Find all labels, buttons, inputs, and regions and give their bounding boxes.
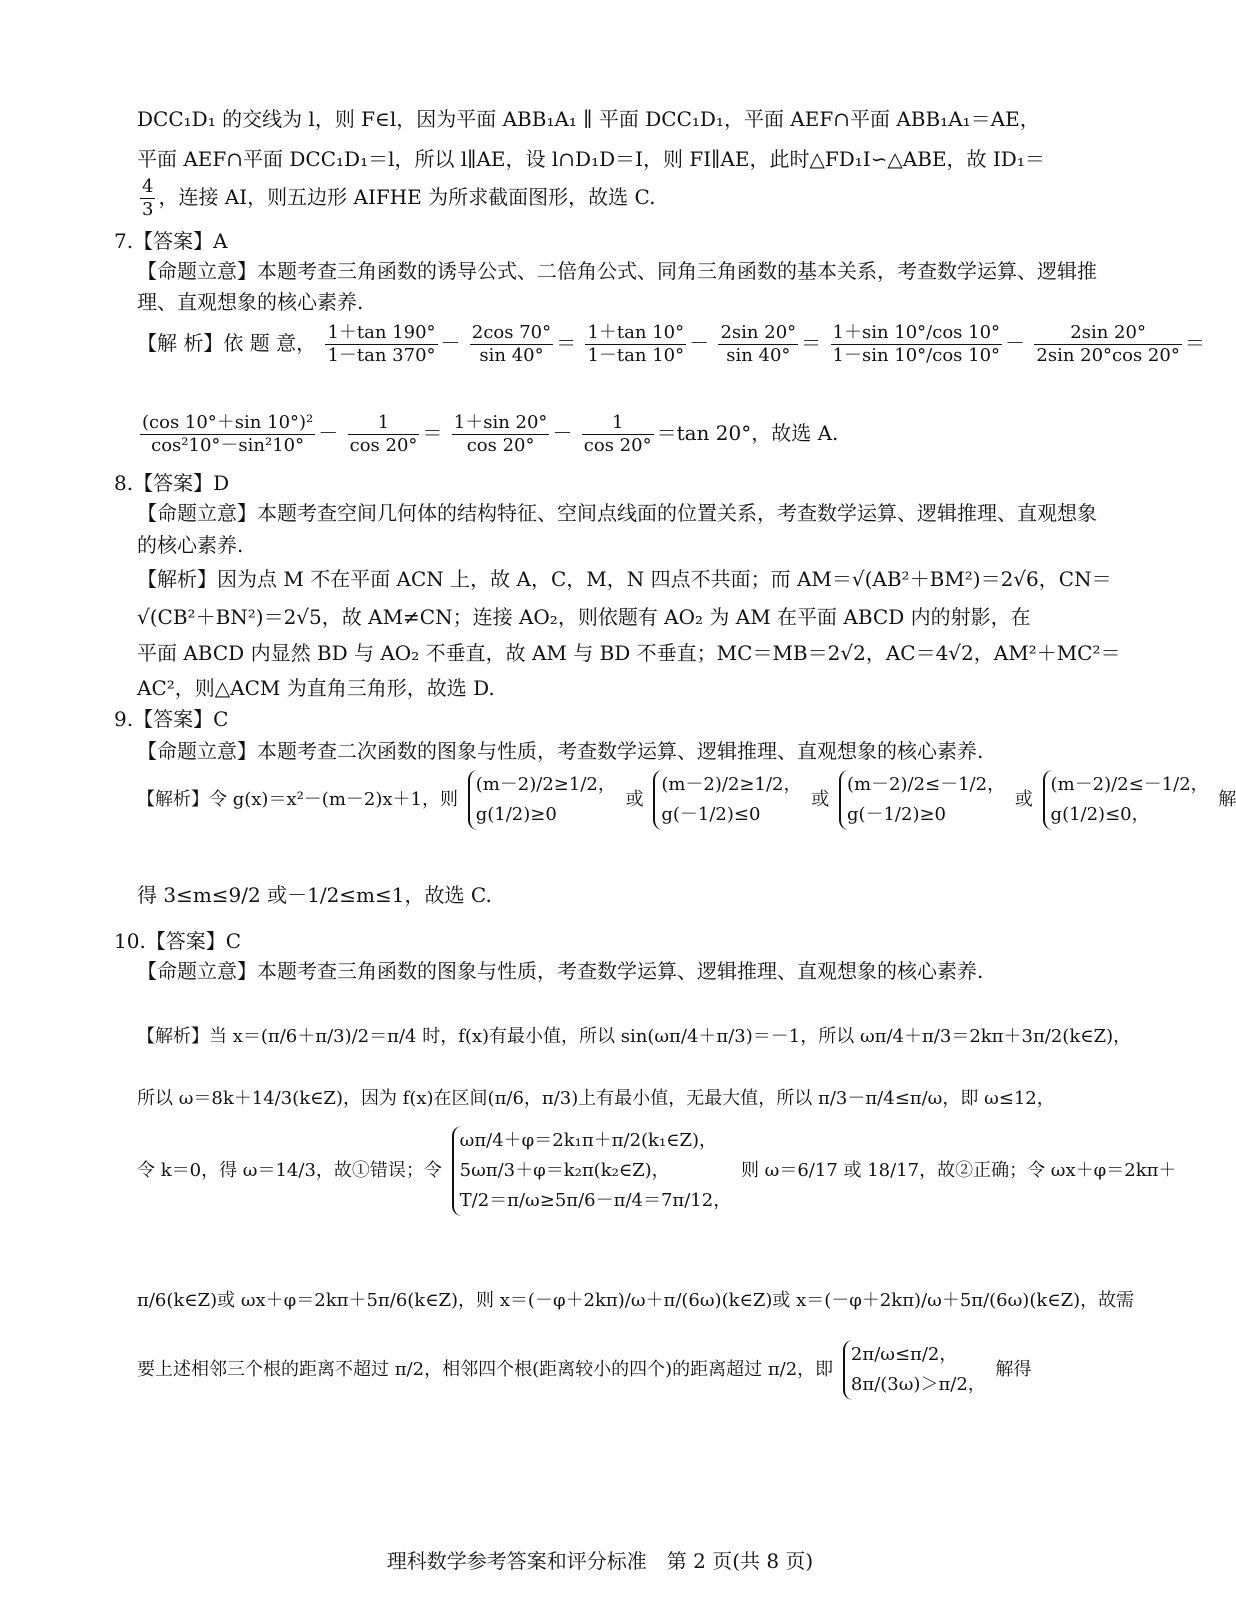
text-line: 【命题立意】本题考查二次函数的图象与性质，考查数学运算、逻辑推理、直观想象的核心素养. bbox=[137, 739, 984, 763]
fraction: $\frac{1}{\cos 20^\circ}$ bbox=[583, 412, 652, 456]
text-line: 【解析】因为点 M 不在平面 ACN 上，故 A，C，M，N 四点不共面；而 AM＝√(AB²＋BM²)＝2√6，CN＝ bbox=[137, 567, 1112, 591]
equation-line bbox=[137, 1340, 1065, 1400]
text-line: 【命题立意】本题考查三角函数的诱导公式、二倍角公式、同角三角函数的基本关系，考查数学运算、逻辑推 bbox=[137, 259, 1097, 283]
fraction: $\frac{1+\tan 190^\circ}{1-\tan 370^\circ}$ bbox=[327, 322, 436, 366]
text-line: AC²，则△ACM 为直角三角形，故选 D. bbox=[137, 676, 495, 700]
text-line: √(CB²＋BN²)＝2√5，故 AM≠CN；连接 AO₂，则依题有 AO₂ 为 AM 在平面 ABCD 内的射影，在 bbox=[137, 605, 1031, 629]
text-line: DCC₁D₁ 的交线为 l，则 F∈l，因为平面 ABB₁A₁ ∥ 平面 DCC₁D₁，平面 AEF∩平面 ABB₁A₁＝AE， bbox=[137, 107, 1040, 131]
case-system: (m－2)/2≤－1/2， g(－1/2)≥0 bbox=[839, 770, 1005, 830]
case-system: (m－2)/2≥1/2， g(1/2)≥0 bbox=[468, 770, 616, 830]
text-line: 理、直观想象的核心素养. bbox=[137, 290, 364, 314]
text-fragment: ，连接 AI，则五边形 AIFHE 为所求截面图形，故选 C. bbox=[158, 185, 656, 209]
text-line: 【命题立意】本题考查三角函数的图象与性质，考查数学运算、逻辑推理、直观想象的核心素养. bbox=[137, 959, 984, 983]
fraction: $\frac{1+\sin 10^\circ/\cos 10^\circ}{1-\sin 10^\circ/\cos 10^\circ}$ bbox=[832, 322, 1001, 366]
text-fragment: 解得 bbox=[995, 1359, 1032, 1380]
text-line: 得 3≤m≤9/2 或－1/2≤m≤1，故选 C. bbox=[137, 883, 492, 907]
text-line: π/6(k∈Z)或 ωx＋φ＝2kπ＋5π/6(k∈Z)，则 x＝(－φ＋2kπ)/ω＋π/(6ω)(k∈Z)或 x＝(－φ＋2kπ)/ω＋5π/(6ω)(k∈Z)，故需 bbox=[137, 1290, 1135, 1311]
text-line bbox=[137, 176, 1065, 221]
text-fragment: 要上述相邻三个根的距离不超过 π/2，相邻四个根(距离较小的四个)的距离超过 π/2，即 bbox=[137, 1359, 834, 1380]
equation-line bbox=[137, 1126, 1177, 1216]
fraction: $\frac{1+\sin 20^\circ}{\cos 20^\circ}$ bbox=[453, 412, 548, 456]
text-fragment: 或 bbox=[1014, 789, 1033, 810]
text-fragment: 或 bbox=[625, 789, 644, 810]
fraction: $\frac{2\sin 20^\circ}{2\sin 20^\circ\cos 20^\circ}$ bbox=[1036, 322, 1180, 366]
text-fragment: ＝tan 20°，故选 A. bbox=[656, 421, 839, 445]
case-system: 2π/ω≤π/2， 8π/(3ω)＞π/2， bbox=[843, 1340, 986, 1400]
answer-heading: 7.【答案】A bbox=[114, 229, 228, 253]
answer-heading: 9.【答案】C bbox=[114, 707, 229, 731]
fraction: $\frac{\text{(cos 10°＋sin 10°)²}}{\text{cos²10°－sin²10°}}$ bbox=[142, 412, 314, 456]
text-line: 平面 AEF∩平面 DCC₁D₁＝l，所以 l∥AE，设 l∩D₁D＝I，则 FI∥AE，此时△FD₁I∽△ABE，故 ID₁＝ bbox=[137, 147, 1045, 171]
text-line: 【命题立意】本题考查空间几何体的结构特征、空间点线面的位置关系，考查数学运算、逻辑推理、直观想象 bbox=[137, 501, 1097, 525]
text-fragment: 或 bbox=[811, 789, 830, 810]
page-footer: 理科数学参考答案和评分标准 第 2 页(共 8 页) bbox=[386, 1549, 814, 1573]
case-system: ωπ/4＋φ＝2k₁π＋π/2(k₁∈Z)， 5ωπ/3＋φ＝k₂π(k₂∈Z)， T/2＝π/ω≥5π/6－π/4＝7π/12， bbox=[452, 1126, 732, 1216]
fraction: $\frac{1+\tan 10^\circ}{1-\tan 10^\circ}$ bbox=[587, 322, 685, 366]
text-fragment: 解 bbox=[1218, 789, 1236, 810]
text-fragment: 【解析】令 g(x)＝x²－(m－2)x＋1，则 bbox=[137, 789, 458, 810]
equation-line: $\frac{\text{(cos 10°＋sin 10°)²}}{\text{cos²10°－sin²10°}}$ － $\frac{1}{\cos 20^\circ}$ ＝ $\frac{1+\sin 20^\circ}{\cos 20^\circ}$ － $\frac{1}{\cos 20^\circ}$ ＝tan 20°，故选 A. bbox=[142, 412, 839, 456]
text-line: 的核心素养. bbox=[137, 533, 244, 557]
text-line: 平面 ABCD 内显然 BD 与 AO₂ 不垂直，故 AM 与 BD 不垂直；MC＝MB＝2√2，AC＝4√2，AM²＋MC²＝ bbox=[137, 641, 1121, 665]
text-fragment: 【解 析】依 题 意， bbox=[137, 331, 317, 355]
fraction: $\frac{1}{\cos 20^\circ}$ bbox=[349, 412, 418, 456]
equation-line: 【解 析】依 题 意， $\frac{1+\tan 190^\circ}{1-\tan 370^\circ}$ － $\frac{2\cos 70^\circ}{\sin 40^\circ}$ ＝ $\frac{1+\tan 10^\circ}{1-\tan 10^\circ}$ － $\frac{2\sin 20^\circ}{\sin 40^\circ}$ ＝ $\frac{1+\sin 10^\circ/\cos 10^\circ}{1-\sin 10^\circ/\cos 10^\circ}$ － $\frac{2\sin 20^\circ}{2\sin 20^\circ\cos 20^\circ}$ ＝ bbox=[137, 322, 1205, 366]
case-system: (m－2)/2≤－1/2， g(1/2)≤0， bbox=[1043, 770, 1209, 830]
fraction: $\frac{2\sin 20^\circ}{\sin 40^\circ}$ bbox=[720, 322, 797, 366]
text-line: 所以 ω＝8k＋14/3(k∈Z)，因为 f(x)在区间(π/6，π/3)上有最小值，无最大值，所以 π/3－π/4≤π/ω，即 ω≤12， bbox=[137, 1088, 1055, 1109]
text-fragment: 令 k＝0，得 ω＝14/3，故①错误；令 bbox=[137, 1160, 442, 1181]
case-system: (m－2)/2≥1/2， g(－1/2)≤0 bbox=[653, 770, 801, 830]
text-line: 【解析】当 x＝(π/6＋π/3)/2＝π/4 时，f(x)有最小值，所以 sin(ωπ/4＋π/3)＝－1，所以 ωπ/4＋π/3＝2kπ＋3π/2(k∈Z)， bbox=[137, 1026, 1132, 1047]
fraction: $\frac{2\cos 70^\circ}{\sin 40^\circ}$ bbox=[471, 322, 552, 366]
text-fragment: 则 ω＝6/17 或 18/17，故②正确；令 ωx＋φ＝2kπ＋ bbox=[740, 1160, 1177, 1181]
answer-heading: 10.【答案】C bbox=[114, 929, 242, 953]
fraction: $\frac{4}{3}$ bbox=[142, 176, 154, 220]
answer-heading: 8.【答案】D bbox=[114, 471, 230, 495]
equation-line bbox=[137, 770, 1236, 830]
